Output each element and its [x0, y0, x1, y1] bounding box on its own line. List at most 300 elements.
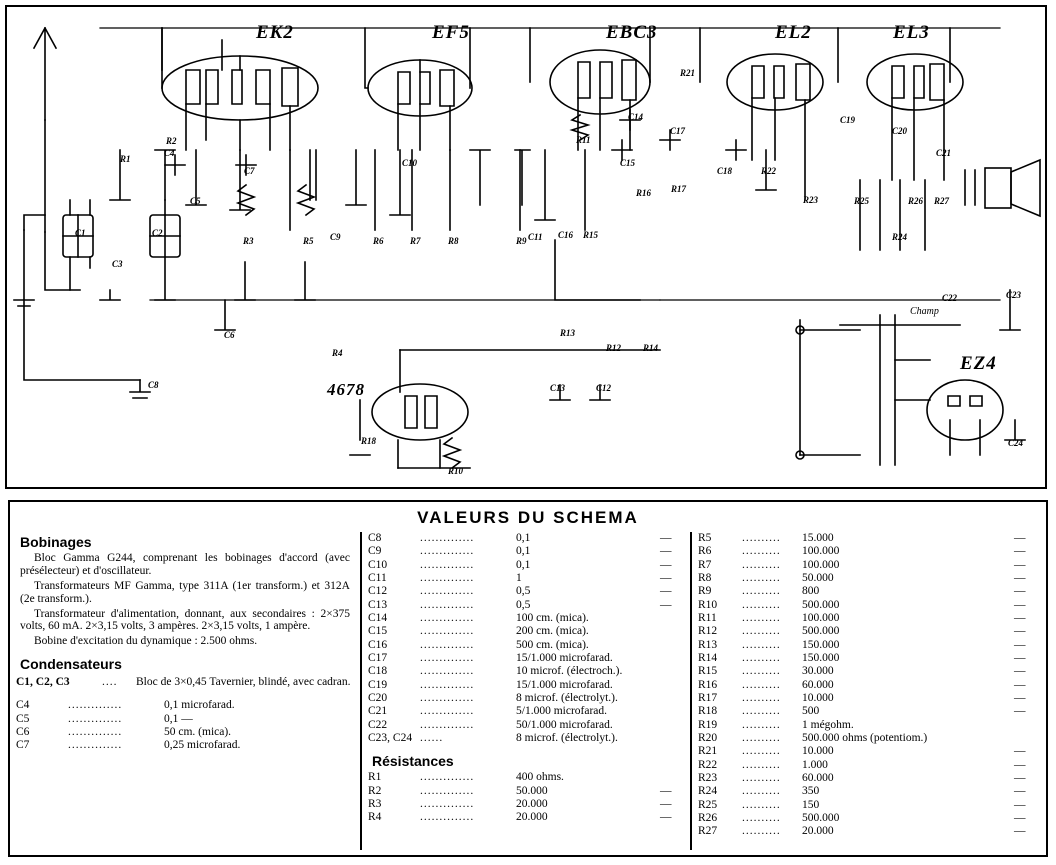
tube-label-ef5: EF5 — [432, 22, 470, 43]
value-row — [368, 599, 684, 612]
value-row — [368, 532, 684, 545]
value-key: C16 — [368, 638, 388, 651]
component-label-c21: C21 — [936, 148, 952, 158]
component-label-c5: C5 — [190, 196, 201, 206]
value-text: 0,5 — [516, 598, 531, 611]
value-row — [368, 811, 684, 824]
component-label-c8: C8 — [148, 380, 159, 390]
value-row — [368, 585, 684, 598]
component-label-r21: R21 — [680, 68, 696, 78]
component-label-c10: C10 — [402, 158, 418, 168]
component-label-c17: C17 — [670, 126, 686, 136]
value-dots: .......... — [742, 771, 781, 784]
value-text: 200 cm. (mica). — [516, 625, 589, 638]
value-row — [698, 665, 1038, 678]
value-unit-dash — [660, 705, 684, 718]
value-dots: .......... — [742, 585, 781, 598]
value-unit-dash: — — [1014, 545, 1026, 558]
value-key: C11 — [368, 571, 387, 584]
value-unit-dash: — — [1014, 585, 1026, 598]
value-text: 100 cm. (mica). — [516, 611, 589, 624]
component-label-c23: C23 — [1006, 290, 1022, 300]
bobinages-para-3: Transformateur d'alimentation, donnant, aux secondaires : 2×375 volts, 60 mA. 2×3,15 volts, 3 ampères. 2×3,15 volts, 1 ampère. — [20, 607, 350, 633]
value-dots: .......... — [742, 651, 781, 664]
component-label-r11: R11 — [576, 135, 591, 145]
value-text: 8 microf. (électrolyt.). — [516, 691, 618, 704]
component-label-c15: C15 — [620, 158, 636, 168]
value-row — [368, 625, 684, 638]
value-dots: .......... — [742, 545, 781, 558]
component-label-c20: C20 — [892, 126, 908, 136]
value-dots: .......... — [742, 705, 781, 718]
value-text: 60.000 — [802, 678, 834, 691]
value-key: C19 — [368, 678, 388, 691]
value-row — [368, 732, 684, 745]
value-row — [368, 719, 684, 732]
value-row — [698, 585, 1038, 598]
value-dots: .............. — [420, 638, 475, 651]
component-label-r8: R8 — [448, 236, 459, 246]
value-row — [698, 692, 1038, 705]
value-text: 0,5 — [516, 585, 531, 598]
component-label-r27: R27 — [934, 196, 950, 206]
component-label-r22: R22 — [761, 166, 777, 176]
value-row — [368, 612, 684, 625]
value-row — [698, 812, 1038, 825]
value-text: 20.000 — [516, 811, 548, 824]
value-unit-dash: — — [660, 571, 672, 584]
value-text: 500 — [802, 705, 820, 718]
value-unit-dash: — — [660, 545, 672, 558]
value-dots: .............. — [420, 665, 475, 678]
value-unit-dash: — — [1014, 611, 1026, 624]
value-key: R19 — [698, 718, 718, 731]
component-label-c12: C12 — [596, 383, 612, 393]
value-text: 20.000 — [802, 825, 834, 838]
value-row — [698, 545, 1038, 558]
value-key: R12 — [698, 625, 718, 638]
component-label-c6: C6 — [224, 330, 235, 340]
value-key: R27 — [698, 825, 718, 838]
value-key: R13 — [698, 638, 718, 651]
value-dots: .............. — [420, 678, 475, 691]
value-unit-dash — [660, 639, 684, 652]
value-text: 1 — [516, 571, 522, 584]
section-heading-resistances: Résistances — [372, 753, 454, 770]
value-text: 500.000 ohms (potentiom.) — [802, 731, 928, 744]
value-key: R10 — [698, 598, 718, 611]
value-row — [698, 652, 1038, 665]
value-dots: .......... — [742, 638, 781, 651]
component-label-champ: Champ — [910, 306, 939, 317]
value-row — [368, 692, 684, 705]
value-text: 0,1 — [516, 545, 531, 558]
value-key: R9 — [698, 585, 712, 598]
value-dots: .............. — [420, 532, 475, 544]
component-label-r16: R16 — [636, 188, 652, 198]
component-label-c19: C19 — [840, 115, 856, 125]
panel-columns — [10, 532, 1046, 850]
value-unit-dash: — — [1014, 625, 1026, 638]
value-row — [16, 726, 354, 739]
value-dots: .............. — [420, 771, 475, 784]
value-row — [698, 825, 1038, 838]
value-row — [698, 612, 1038, 625]
value-unit-dash: — — [1014, 785, 1026, 798]
value-unit-dash: — — [1014, 758, 1026, 771]
value-unit-dash: — — [1014, 811, 1026, 824]
component-label-c1: C1 — [75, 228, 86, 238]
value-text: 1 mégohm. — [802, 718, 854, 731]
panel-column-resistances — [692, 532, 1044, 850]
value-unit-dash — [1014, 732, 1038, 745]
tube-label-ek2: EK2 — [256, 22, 294, 43]
value-row — [368, 639, 684, 652]
component-label-r6: R6 — [373, 236, 384, 246]
value-unit-dash — [660, 732, 684, 745]
value-text: 0,1 — [516, 558, 531, 571]
value-unit-dash — [660, 719, 684, 732]
value-row — [368, 572, 684, 585]
value-text: 50.000 — [802, 571, 834, 584]
value-key: R16 — [698, 678, 718, 691]
component-label-r23: R23 — [803, 195, 819, 205]
value-dots: .......... — [742, 718, 781, 731]
value-text: 15/1.000 microfarad. — [516, 651, 613, 664]
component-label-r10: R10 — [448, 466, 464, 476]
value-dots: .............. — [68, 712, 123, 725]
component-label-c9: C9 — [330, 232, 341, 242]
value-row — [368, 771, 684, 784]
value-dots: .............. — [420, 811, 475, 824]
value-dots: .......... — [742, 598, 781, 611]
value-key: R4 — [368, 811, 382, 824]
component-label-r7: R7 — [410, 236, 421, 246]
value-dots: .......... — [742, 745, 781, 758]
value-unit-dash — [660, 771, 684, 784]
value-key: C6 — [16, 726, 30, 739]
value-key: C15 — [368, 625, 388, 638]
value-key: R14 — [698, 651, 718, 664]
value-row — [698, 599, 1038, 612]
value-key: R7 — [698, 558, 712, 571]
tube-label-ez4: EZ4 — [960, 353, 997, 374]
component-label-r25: R25 — [854, 196, 870, 206]
value-key: R8 — [698, 571, 712, 584]
value-dots: .............. — [420, 585, 475, 598]
value-dots: .............. — [420, 705, 475, 718]
value-key: C13 — [368, 598, 388, 611]
value-dots: .......... — [742, 678, 781, 691]
value-text: 150.000 — [802, 638, 840, 651]
value-unit-dash — [660, 692, 684, 705]
value-key: C18 — [368, 665, 388, 678]
value-row — [698, 639, 1038, 652]
value-key: C14 — [368, 611, 388, 624]
component-label-r2: R2 — [166, 136, 177, 146]
tube-label-el2: EL2 — [775, 22, 812, 43]
value-row — [698, 679, 1038, 692]
component-label-r3: R3 — [243, 236, 254, 246]
component-label-c24: C24 — [1008, 438, 1024, 448]
value-row — [698, 559, 1038, 572]
section-heading-condensateurs: Condensateurs — [20, 656, 122, 673]
component-label-c14: C14 — [628, 112, 644, 122]
value-key: R2 — [368, 784, 382, 797]
value-dots: .......... — [742, 785, 781, 798]
component-label-r15: R15 — [583, 230, 599, 240]
value-unit-dash: — — [660, 784, 672, 797]
value-text: 400 ohms. — [516, 771, 564, 784]
value-row — [698, 759, 1038, 772]
value-text: 30.000 — [802, 665, 834, 678]
component-label-r4: R4 — [332, 348, 343, 358]
value-row — [16, 713, 354, 726]
value-row — [368, 705, 684, 718]
bobinages-para-2: Transformateurs MF Gamma, type 311A (1er transform.) et 312A (2e transform.). — [20, 579, 350, 605]
panel-title: VALEURS DU SCHEMA — [417, 508, 639, 527]
value-dots: .... — [102, 676, 118, 689]
value-key: R11 — [698, 611, 717, 624]
value-text: 50.000 — [516, 784, 548, 797]
value-dots: .............. — [420, 625, 475, 638]
value-unit-dash — [660, 625, 684, 638]
value-dots: .......... — [742, 758, 781, 771]
value-key: C5 — [16, 712, 30, 725]
component-label-c11: C11 — [528, 232, 543, 242]
value-unit-dash: — — [1014, 798, 1026, 811]
component-label-c16: C16 — [558, 230, 574, 240]
value-unit-dash: — — [1014, 558, 1026, 571]
value-text: 20.000 — [516, 797, 548, 810]
value-key: R26 — [698, 811, 718, 824]
value-text: 150 — [802, 798, 820, 811]
value-unit-dash: — — [660, 585, 672, 598]
component-label-c2: C2 — [152, 228, 163, 238]
value-text: 5/1.000 microfarad. — [516, 705, 608, 718]
value-row — [698, 532, 1038, 545]
value-dots: ...... — [420, 731, 444, 744]
value-unit-dash: — — [660, 558, 672, 571]
value-key: C23, C24 — [368, 731, 413, 744]
value-dots: .............. — [68, 739, 123, 752]
value-key: R24 — [698, 785, 718, 798]
component-label-c18: C18 — [717, 166, 733, 176]
value-row — [368, 798, 684, 811]
value-key: R5 — [698, 532, 712, 544]
value-unit-dash: — — [1014, 638, 1026, 651]
value-dots: .......... — [742, 691, 781, 704]
value-key: C17 — [368, 651, 388, 664]
value-text: 500.000 — [802, 811, 840, 824]
value-key: C7 — [16, 739, 30, 752]
component-label-r18: R18 — [361, 436, 377, 446]
value-text: 15.000 — [802, 532, 834, 544]
tube-label-4678: 4678 — [327, 380, 365, 399]
values-panel — [8, 500, 1048, 857]
value-key: R3 — [368, 797, 382, 810]
value-text: Bloc de 3×0,45 Tavernier, blindé, avec cadran. — [136, 676, 351, 689]
component-label-r17: R17 — [671, 184, 687, 194]
tube-label-ebc3: EBC3 — [606, 22, 658, 43]
value-dots: .............. — [420, 571, 475, 584]
value-dots: .............. — [420, 797, 475, 810]
component-label-r13: R13 — [560, 328, 576, 338]
value-key: C12 — [368, 585, 388, 598]
value-text: 350 — [802, 785, 820, 798]
value-text: 100.000 — [802, 611, 840, 624]
value-dots: .............. — [68, 699, 123, 712]
value-dots: .......... — [742, 571, 781, 584]
value-unit-dash — [660, 612, 684, 625]
value-dots: .......... — [742, 558, 781, 571]
value-row — [368, 665, 684, 678]
component-label-r14: R14 — [643, 343, 659, 353]
value-key: C9 — [368, 545, 382, 558]
value-key: R23 — [698, 771, 718, 784]
value-key: R25 — [698, 798, 718, 811]
value-key: R6 — [698, 545, 712, 558]
value-key: R20 — [698, 731, 718, 744]
value-key: C20 — [368, 691, 388, 704]
value-row — [368, 545, 684, 558]
value-dots: .......... — [742, 611, 781, 624]
value-unit-dash: — — [660, 811, 672, 824]
value-text: 15/1.000 microfarad. — [516, 678, 613, 691]
value-unit-dash — [1014, 719, 1038, 732]
value-dots: .......... — [742, 811, 781, 824]
value-unit-dash: — — [1014, 651, 1026, 664]
value-text: 800 — [802, 585, 820, 598]
value-unit-dash: — — [1014, 665, 1026, 678]
value-unit-dash: — — [1014, 598, 1026, 611]
tube-label-el3: EL3 — [893, 22, 930, 43]
value-key: C10 — [368, 558, 388, 571]
value-row — [698, 785, 1038, 798]
bobinages-para-4: Bobine d'excitation du dynamique : 2.500 ohms. — [34, 635, 258, 648]
value-text: 0,25 microfarad. — [164, 739, 241, 752]
value-key: R18 — [698, 705, 718, 718]
value-unit-dash — [660, 665, 684, 678]
value-row — [698, 799, 1038, 812]
value-dots: .............. — [420, 611, 475, 624]
value-dots: .............. — [68, 726, 123, 739]
value-key: R1 — [368, 771, 382, 784]
value-dots: .......... — [742, 532, 781, 544]
value-text: 1.000 — [802, 758, 828, 771]
value-key: R22 — [698, 758, 718, 771]
value-dots: .............. — [420, 651, 475, 664]
value-row — [368, 785, 684, 798]
value-dots: .......... — [742, 825, 781, 838]
value-dots: .......... — [742, 665, 781, 678]
value-key: C4 — [16, 699, 30, 712]
component-label-c7: C7 — [244, 166, 255, 176]
value-text: 10.000 — [802, 745, 834, 758]
value-row — [698, 705, 1038, 718]
value-key: C8 — [368, 532, 382, 544]
value-row — [698, 745, 1038, 758]
value-text: 100.000 — [802, 545, 840, 558]
panel-column-bobinages — [10, 532, 362, 850]
value-text: 500.000 — [802, 625, 840, 638]
component-label-r1: R1 — [120, 154, 131, 164]
value-dots: .............. — [420, 784, 475, 797]
component-label-r26: R26 — [908, 196, 924, 206]
value-unit-dash: — — [660, 797, 672, 810]
value-unit-dash: — — [1014, 691, 1026, 704]
value-row — [698, 772, 1038, 785]
value-dots: .............. — [420, 691, 475, 704]
value-key: C21 — [368, 705, 388, 718]
value-unit-dash: — — [1014, 771, 1026, 784]
value-unit-dash: — — [660, 598, 672, 611]
component-label-r5: R5 — [303, 236, 314, 246]
value-dots: .............. — [420, 598, 475, 611]
value-unit-dash — [660, 679, 684, 692]
value-row — [16, 739, 354, 752]
panel-column-condensateurs-suite — [362, 532, 692, 850]
value-row — [698, 572, 1038, 585]
value-text: 150.000 — [802, 651, 840, 664]
value-row — [16, 699, 354, 712]
value-text: 10 microf. (électroch.). — [516, 665, 623, 678]
value-unit-dash: — — [1014, 705, 1026, 718]
value-text: 0,1 microfarad. — [164, 699, 235, 712]
value-dots: .............. — [420, 558, 475, 571]
value-text: 10.000 — [802, 691, 834, 704]
value-row — [368, 652, 684, 665]
component-label-r9: R9 — [516, 236, 527, 246]
value-dots: .......... — [742, 798, 781, 811]
value-unit-dash: — — [1014, 678, 1026, 691]
value-text: 0,1 — — [164, 712, 193, 725]
component-label-r24: R24 — [892, 232, 908, 242]
value-row — [698, 625, 1038, 638]
value-row — [368, 679, 684, 692]
value-text: 500.000 — [802, 598, 840, 611]
value-row — [368, 559, 684, 572]
component-label-c3: C3 — [112, 259, 123, 269]
value-unit-dash: — — [1014, 571, 1026, 584]
value-key: R15 — [698, 665, 718, 678]
value-unit-dash — [660, 652, 684, 665]
value-unit-dash: — — [1014, 745, 1026, 758]
value-text: 500 cm. (mica). — [516, 638, 589, 651]
value-unit-dash: — — [1014, 825, 1026, 838]
value-dots: .......... — [742, 731, 781, 744]
component-label-c22: C22 — [942, 293, 958, 303]
value-row — [698, 719, 1038, 732]
value-key: C22 — [368, 718, 388, 731]
bobinages-para-1: Bloc Gamma G244, comprenant les bobinages d'accord (avec présélecteur) et d'oscillateur. — [20, 552, 350, 577]
value-text: 8 microf. (électrolyt.). — [516, 731, 618, 744]
value-row — [698, 732, 1038, 745]
value-key: C1, C2, C3 — [16, 676, 70, 689]
value-key: R17 — [698, 691, 718, 704]
component-label-c4: C4 — [164, 148, 175, 158]
value-unit-dash: — — [1014, 532, 1026, 544]
value-dots: .......... — [742, 625, 781, 638]
value-dots: .............. — [420, 545, 475, 558]
component-label-c13: C13 — [550, 383, 566, 393]
value-text: 0,1 — [516, 532, 531, 544]
value-text: 60.000 — [802, 771, 834, 784]
value-text: 50/1.000 microfarad. — [516, 718, 613, 731]
value-unit-dash: — — [660, 532, 672, 544]
section-heading-bobinages: Bobinages — [20, 534, 92, 550]
value-dots: .............. — [420, 718, 475, 731]
